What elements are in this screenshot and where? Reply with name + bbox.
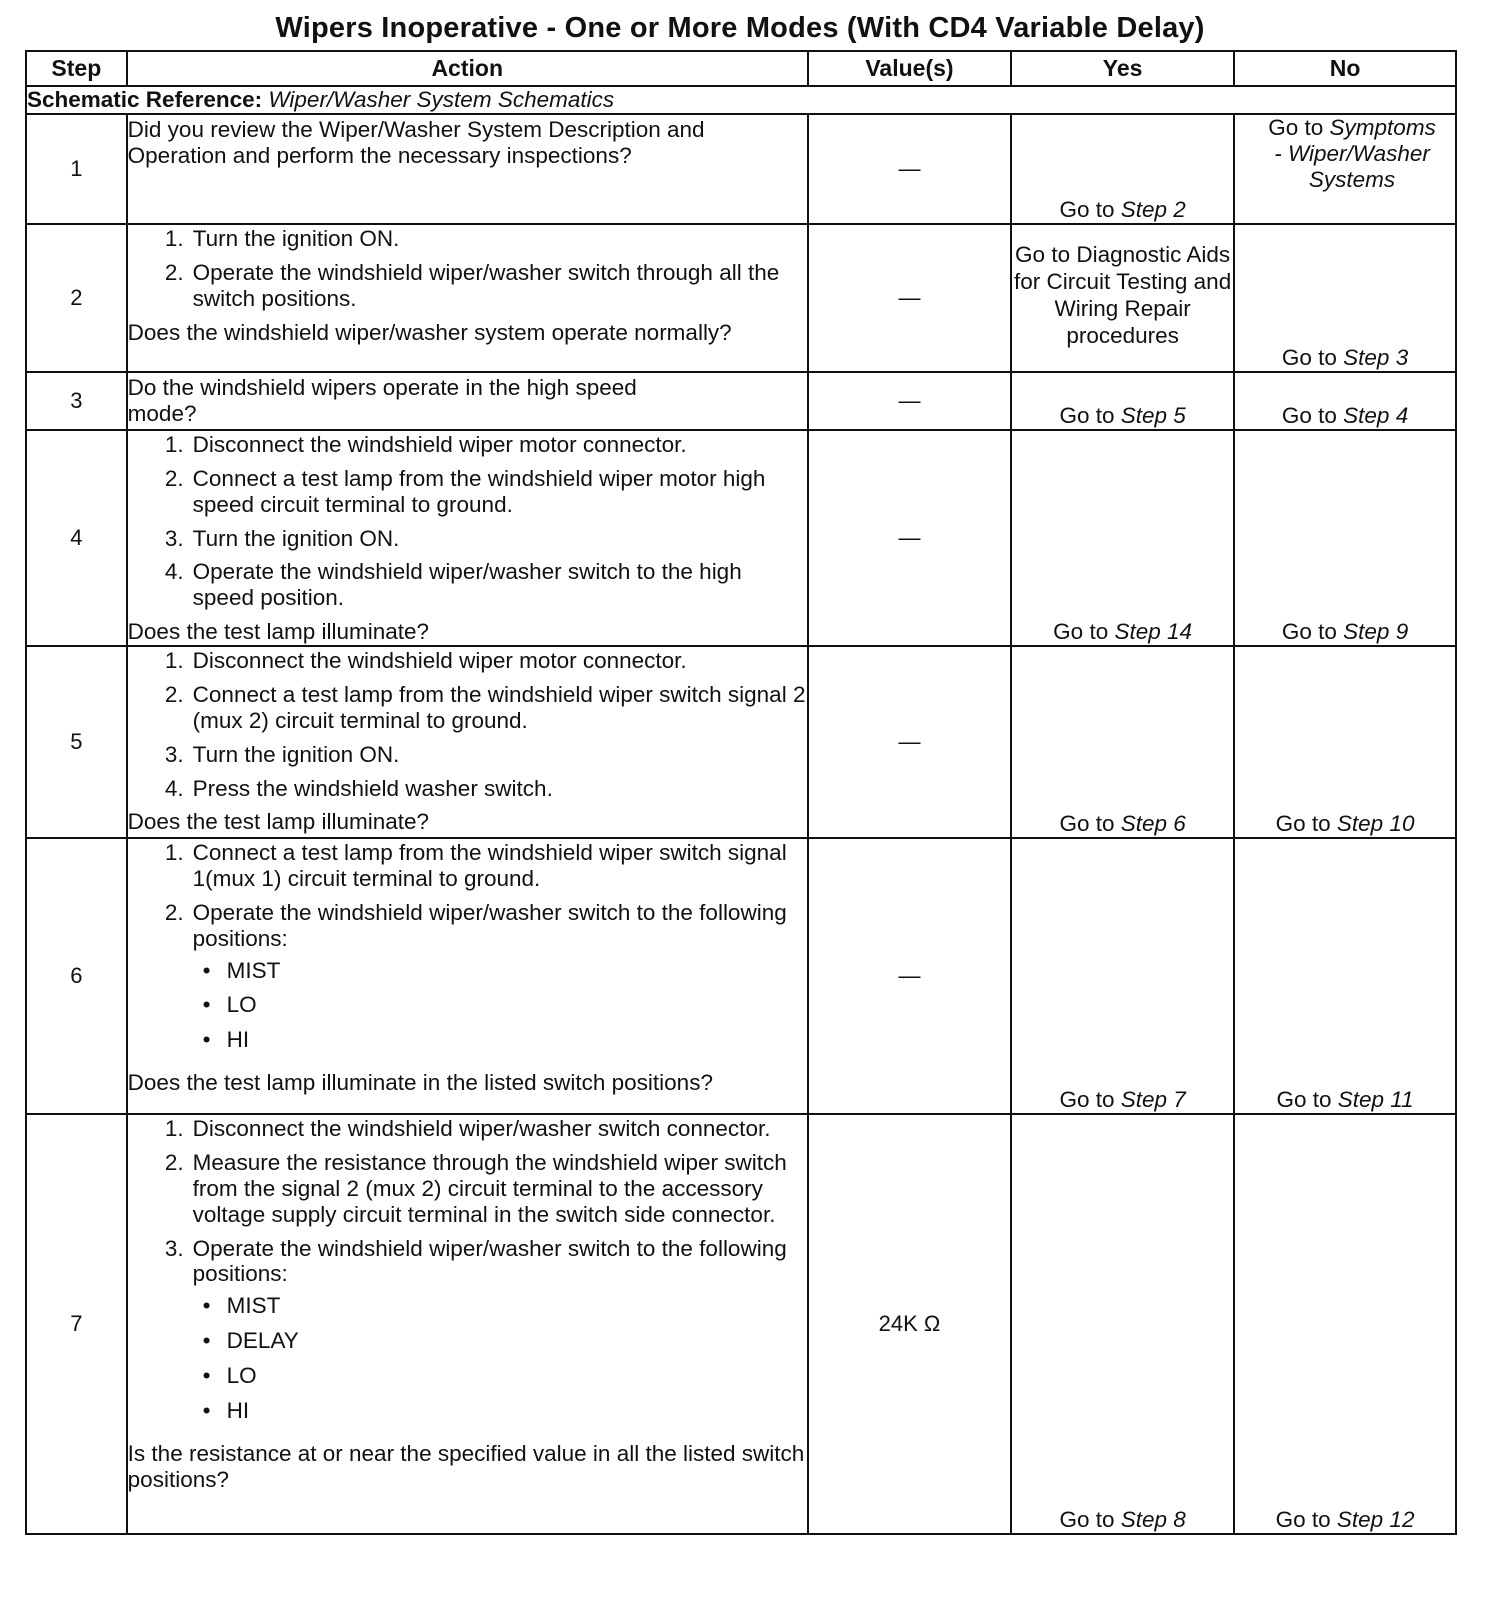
- go-to-label: Go to: [1059, 811, 1115, 837]
- no-step-link[interactable]: Step 12: [1336, 1507, 1415, 1533]
- list-item: • LO: [193, 1363, 807, 1389]
- value-cell: —: [808, 372, 1011, 430]
- no-step-link[interactable]: Step 3: [1343, 345, 1409, 370]
- no-cell: [1234, 114, 1456, 224]
- step-number: 7: [26, 1114, 127, 1534]
- list-item: 4. Operate the windshield wiper/washer switch to the high speed position.: [164, 559, 742, 611]
- header-action: Action: [127, 51, 808, 86]
- list-item: 3. Operate the windshield wiper/washer switch to the following positions: • MIST • DELAY • LO • HI: [128, 1236, 807, 1433]
- go-to-label: Go to: [1275, 811, 1331, 837]
- table-row: [26, 838, 1456, 1114]
- action-question: Did you review the Wiper/Washer System Description and Operation and perform the necessary inspections?: [127, 116, 705, 168]
- list-item: 3. Turn the ignition ON.: [164, 525, 400, 551]
- step-number: 3: [26, 372, 127, 430]
- go-to-label: Go to: [1059, 1087, 1115, 1113]
- no-step-link[interactable]: Step 11: [1337, 1087, 1414, 1113]
- no-step-link[interactable]: Step 4: [1343, 403, 1409, 428]
- action-steps: [128, 226, 807, 312]
- list-item: • MIST: [193, 1293, 807, 1319]
- list-item: 2. Operate the windshield wiper/washer switch to the following positions: • MIST • LO • HI: [128, 900, 807, 1062]
- go-to-label: Go to: [1275, 1507, 1331, 1533]
- header-step: Step: [26, 51, 127, 86]
- action-steps: [128, 840, 807, 1062]
- yes-cell: [1011, 430, 1234, 646]
- header-no: No: [1234, 51, 1456, 86]
- action-steps: [128, 648, 807, 801]
- no-cell: [1234, 1114, 1456, 1534]
- action-cell: [127, 838, 808, 1114]
- table-row: [26, 646, 1456, 838]
- go-to-label: Go to: [1268, 114, 1324, 140]
- list-item: 4. Press the windshield washer switch.: [164, 775, 553, 801]
- yes-cell: [1011, 224, 1234, 372]
- yes-cell: [1011, 838, 1234, 1114]
- schematic-reference-label: Schematic Reference:: [27, 87, 263, 112]
- no-cell: [1234, 430, 1456, 646]
- list-item: 3. Turn the ignition ON.: [164, 741, 400, 767]
- go-to-label: Go to: [1059, 1507, 1115, 1533]
- list-item: 1. Turn the ignition ON.: [164, 225, 400, 251]
- action-question: Do the windshield wipers operate in the high speed mode?: [127, 374, 637, 426]
- no-cell: [1234, 224, 1456, 372]
- yes-step-link[interactable]: Step 6: [1120, 811, 1186, 837]
- position-list: [193, 1293, 807, 1424]
- yes-step-link[interactable]: Step 2: [1120, 197, 1186, 222]
- yes-step-link[interactable]: Step 8: [1120, 1507, 1186, 1533]
- table-row: [26, 114, 1456, 224]
- value-cell: —: [808, 646, 1011, 838]
- page-title: Wipers Inoperative - One or More Modes (With CD4 Variable Delay): [275, 12, 1205, 44]
- step-number: 5: [26, 646, 127, 838]
- action-question: Does the test lamp illuminate in the listed switch positions?: [127, 1070, 713, 1096]
- list-item: • HI: [193, 1027, 807, 1053]
- list-item: • MIST: [193, 958, 807, 984]
- list-item: 1. Disconnect the windshield wiper motor connector.: [164, 648, 687, 673]
- diagnostic-table: [25, 50, 1457, 1535]
- no-step-link[interactable]: Step 10: [1336, 811, 1415, 837]
- table-row: [26, 430, 1456, 646]
- no-cell: [1234, 838, 1456, 1114]
- table-header-row: [26, 51, 1456, 86]
- value-cell: 24K Ω: [808, 1114, 1011, 1534]
- list-item: • DELAY: [193, 1328, 807, 1354]
- yes-step-link[interactable]: Step 14: [1114, 619, 1193, 645]
- list-item: 2. Operate the windshield wiper/washer switch through all the switch positions.: [164, 259, 780, 311]
- action-cell: [127, 372, 808, 430]
- action-question: Does the windshield wiper/washer system operate normally?: [127, 319, 732, 345]
- list-item: 2. Measure the resistance through the windshield wiper switch from the signal 2 (mux 2) circuit terminal to the accessory voltage supply circuit terminal in the switch side connector.: [164, 1149, 787, 1227]
- action-steps: [128, 432, 807, 611]
- go-to-label: Go to: [1053, 619, 1109, 645]
- step-number: 6: [26, 838, 127, 1114]
- list-item: • LO: [193, 992, 807, 1018]
- action-cell: [127, 646, 808, 838]
- position-list: [193, 958, 807, 1054]
- go-to-label: Go to: [1281, 345, 1337, 370]
- yes-cell: [1011, 114, 1234, 224]
- go-to-label: Go to: [1281, 403, 1337, 428]
- step-number: 2: [26, 224, 127, 372]
- header-values: Value(s): [808, 51, 1011, 86]
- go-to-label: Go to: [1059, 403, 1115, 428]
- go-to-label: Go to: [1281, 619, 1337, 645]
- table-row: [26, 372, 1456, 430]
- value-cell: —: [808, 114, 1011, 224]
- action-cell: [127, 224, 808, 372]
- go-to-label: Go to: [1059, 197, 1115, 222]
- header-yes: Yes: [1011, 51, 1234, 86]
- action-cell: [127, 430, 808, 646]
- value-cell: —: [808, 430, 1011, 646]
- no-cell: [1234, 372, 1456, 430]
- step-number: 4: [26, 430, 127, 646]
- list-item: 1. Connect a test lamp from the windshield wiper switch signal 1(mux 1) circuit terminal to ground.: [164, 840, 787, 891]
- action-steps: [128, 1116, 807, 1433]
- value-cell: —: [808, 838, 1011, 1114]
- no-step-link[interactable]: Symptoms - Wiper/Washer Systems: [1274, 114, 1436, 192]
- schematic-reference-row: [26, 86, 1456, 114]
- no-step-link[interactable]: Step 9: [1343, 619, 1409, 645]
- list-item: • HI: [193, 1398, 807, 1424]
- yes-cell: [1011, 372, 1234, 430]
- value-cell: —: [808, 224, 1011, 372]
- action-question: Does the test lamp illuminate?: [127, 809, 430, 835]
- action-cell: [127, 1114, 808, 1534]
- yes-cell: [1011, 1114, 1234, 1534]
- go-to-label: Go to: [1276, 1087, 1332, 1113]
- action-question: Is the resistance at or near the specified value in all the listed switch positions?: [127, 1440, 805, 1492]
- schematic-reference-link[interactable]: Wiper/Washer System Schematics: [268, 87, 615, 112]
- no-cell: [1234, 646, 1456, 838]
- yes-cell: [1011, 646, 1234, 838]
- list-item: 1. Disconnect the windshield wiper motor connector.: [164, 431, 687, 457]
- action-cell: [127, 114, 808, 224]
- table-row: [26, 224, 1456, 372]
- yes-step-link[interactable]: Step 7: [1120, 1087, 1186, 1113]
- yes-diagnostic-aids-link[interactable]: Go to Diagnostic Aids for Circuit Testing and Wiring Repair procedures: [1014, 241, 1232, 348]
- table-row: [26, 1114, 1456, 1534]
- yes-step-link[interactable]: Step 5: [1120, 403, 1186, 428]
- list-item: 2. Connect a test lamp from the windshield wiper switch signal 2 (mux 2) circuit terminal to ground.: [164, 681, 806, 733]
- action-question: Does the test lamp illuminate?: [127, 619, 430, 645]
- list-item: 1. Disconnect the windshield wiper/washer switch connector.: [164, 1116, 771, 1141]
- list-item: 2. Connect a test lamp from the windshield wiper motor high speed circuit terminal to ground.: [164, 465, 766, 517]
- step-number: 1: [26, 114, 127, 224]
